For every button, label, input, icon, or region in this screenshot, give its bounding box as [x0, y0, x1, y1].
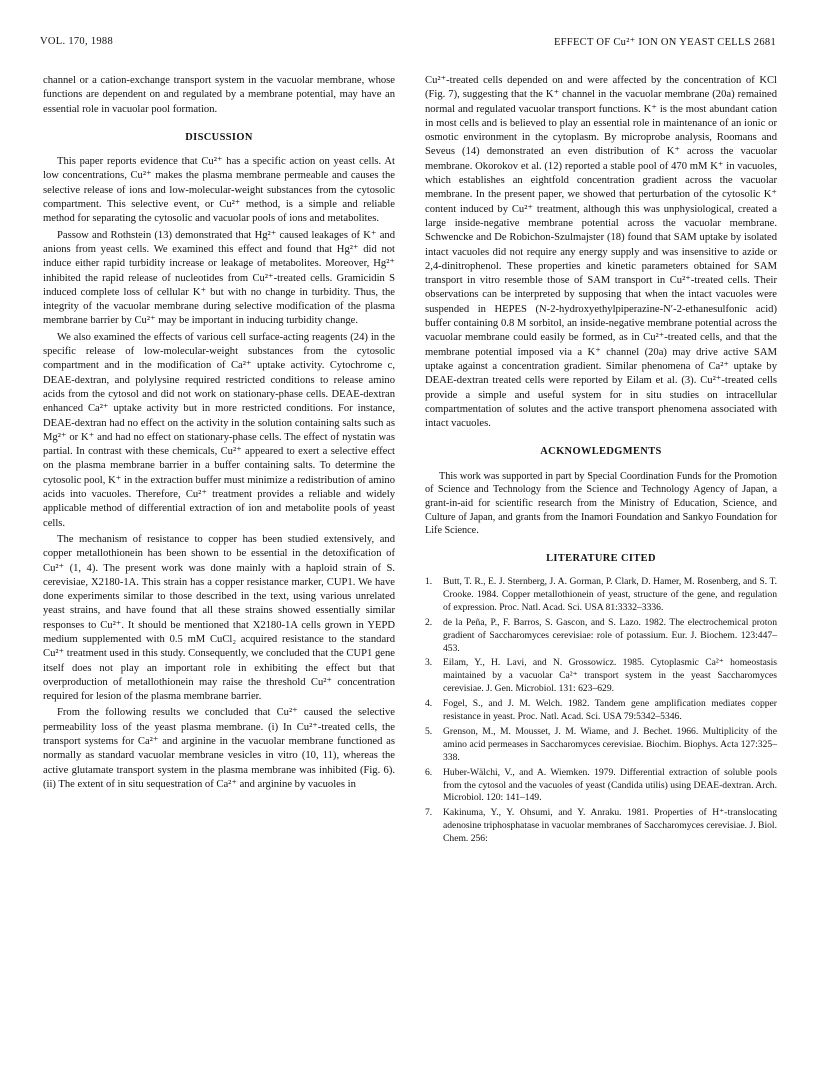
paragraph: channel or a cation-exchange transport system in the vacuolar membrane, whose functions are dependent on and regulated by a membrane potential, may have an essential role in vacuolar pool formation. — [43, 75, 395, 115]
literature-cited-heading: LITERATURE CITED — [546, 552, 656, 564]
reference-text: Huber-Wälchi, V., and A. Wiemken. 1979. Differential extraction of soluble pools from the cytosol and the vacuoles of yeast (Candida utilis) using DEAE-dextran. Arch. Microbiol. 120: 141–149. — [443, 766, 777, 804]
reference-item — [425, 657, 777, 696]
title-page-label: EFFECT OF Cu²⁺ ION ON YEAST CELLS 2681 — [553, 37, 776, 48]
paragraph: The mechanism of resistance to copper has been studied extensively, and copper metallothionein has been shown to be essential in the detoxification of Cu²⁺ (1, 4). The present work was done mainly with a haploid strain of S. cerevisiae, X2180-1A. This strain has a copper resistance marker, CUP1. We have done experiments similar to those described in the text, using various unrelated yeast strains, and have found that all these strains showed essentially similar responses to Cu²⁺. It should be mentioned that X2180-1A cells grown in YEPD medium supplemented with 0.5 mM CuCl₂ acquired resistance to the standard Cu²⁺ treatment used in this study. Consequently, we concluded that the CUP1 gene itself does not play an important role in exhibiting the effect but that overproduction of metallothionein may raise the threshold Cu²⁺ concentration required for lesion of the plasma membrane barrier. — [43, 533, 395, 703]
paragraph: This paper reports evidence that Cu²⁺ has a specific action on yeast cells. At low concentrations, Cu²⁺ makes the plasma membrane permeable and causes the selective release of ions and low-molecular-weight substances from the cytosolic compartment. This selective event, or Cu²⁺ method, is a simple and reliable method for separating the cytosolic and vacuolar pools of ions and metabolites. — [43, 156, 395, 225]
reference-number: 7. — [425, 807, 433, 819]
reference-text: Butt, T. R., E. J. Sternberg, J. A. Gorman, P. Clark, D. Hamer, M. Rosenberg, and S. T. Crooke. 1984. Copper metallothionein of yeast, structure of the gene, and regulation of expression. Proc. Natl. Acad. Sci. USA 81:3332–3336. — [443, 575, 777, 613]
paragraph: From the following results we concluded that Cu²⁺ caused the selective permeability loss of the yeast plasma membrane. (i) In Cu²⁺-treated cells, the transport systems for Ca²⁺ and arginine in the vacuolar membrane functioned as normally as standard vacuolar membrane vesicles in vitro (10, 11), whereas the active glutamate transport system in the plasma membrane was inhibited (Fig. 6). (ii) The extent of in situ sequestration of Ca²⁺ and arginine by vacuoles in — [43, 707, 395, 790]
paragraph: Cu²⁺-treated cells depended on and were affected by the concentration of KCl (Fig. 7), suggesting that the K⁺ channel in the vacuolar membrane (20a) remained normal and regulated vacuolar transport functions. K⁺ is the most abundant cation in most cells and is believed to play an essential role in maintenance of an ionic or osmotic environment in the cytoplasm. By microprobe analysis, Roomans and Seveus (14) demonstrated an even distribution of K⁺ across the vacuolar membrane. Okorokov et al. (12) reported a stable pool of 470 mM K⁺ in vacuoles, which establishes an eightfold concentration gradient across the vacuolar membrane. In the present paper, we showed that perturbation of the cytosolic K⁺ content induced by Cu²⁺ treatment, although this was unphysiological, created a large inside-negative membrane potential across the vacuolar membrane. Schwencke and De Robichon-Szulmajster (18) found that SAM uptake by isolated intact vacuoles did not require any energy supply and was insensitive to azide or 2,4-dinitrophenol. These properties and kinetic parameters obtained for SAM transport in vitro resemble those of SAM transport in Cu²⁺-treated cells. Their observations can be interpreted by supposing that when the intact vacuoles were suspended in HEPES (N-2-hydroxyethylpiperazine-N′-2-ethanesulfonic acid) buffer containing 0.8 M sorbitol, an inside-negative membrane potential across the vacuolar membrane could easily be formed, as in Cu²⁺-treated cells, and that the membrane potential imposed via a K⁺ channel (20a) may drive active SAM uptake against a concentration gradient. Similar phenomena of Ca²⁺ uptake by DEAE-dextran treated cells were reported by Eilam et al. (3). Cu²⁺-treated cells provide a simple and useful system for in situ studies on intracellular compartmentation of solutes and the active transport phenomena associated with intact vacuoles. — [425, 75, 777, 430]
reference-number: 3. — [425, 657, 433, 669]
reference-text: Eilam, Y., H. Lavi, and N. Grossowicz. 1985. Cytoplasmic Ca²⁺ homeostasis maintained by a vacuolar Ca²⁺ transport system in the yeast Saccharomyces cerevisiae. J. Gen. Microbiol. 131: 623–629. — [443, 657, 777, 695]
reference-item — [425, 726, 777, 765]
reference-number: 5. — [425, 725, 433, 737]
reference-text: Grenson, M., M. Mousset, J. M. Wiame, and J. Bechet. 1966. Multiplicity of the amino acid permeases in Saccharomyces cerevisiae. Biochim. Biophys. Acta 127:325–338. — [443, 725, 777, 763]
acknowledgments-heading: ACKNOWLEDGMENTS — [540, 446, 662, 458]
reference-text: de la Peña, P., F. Barros, S. Gascon, and S. Lazo. 1982. The electrochemical proton gradient of Saccharomyces cerevisiae: role of potassium. Eur. J. Biochem. 123:447–453. — [443, 616, 777, 654]
reference-item — [425, 617, 777, 656]
reference-number: 6. — [425, 766, 433, 778]
left-column — [43, 74, 395, 794]
right-column — [425, 74, 777, 848]
paragraph: We also examined the effects of various cell surface-acting reagents (24) in the specific release of low-molecular-weight substances from the cytosolic compartment and in the modification of Ca²⁺ uptake activity. Cytochrome c, DEAE-dextran, and polylysine required restricted conditions to release amino acids from the cytosol and did not work on stationary-phase cells. DEAE-dextran enhanced Ca²⁺ uptake activity but in more restricted conditions. For instance, DEAE-dextran had no effect on the activity in the solution containing salts such as Mg²⁺ or K⁺ and had no effect on stationary-phase cells. The effect of nystatin was partial. In contrast with these chemicals, Cu²⁺ appeared to exert a selective effect on the plasma membrane barrier in a buffer containing salts. To determine the cytosolic pool, K⁺ in the extraction buffer must minimize a redistribution of amino acids into vacuoles. Therefore, Cu²⁺ treatment provides a reliable and widely applicable method of differential extraction of ion and metabolite pools of yeast cells. — [43, 331, 395, 529]
reference-text: Fogel, S., and J. M. Welch. 1982. Tandem gene amplification mediates copper resistance in yeast. Proc. Natl. Acad. Sci. USA 79:5342–5346. — [443, 698, 777, 723]
reference-text: Kakinuma, Y., Y. Ohsumi, and Y. Anraku. 1981. Properties of H⁺-translocating adenosine triphosphatase in vacuolar membranes of Saccharomyces cerevisiae. J. Biol. Chem. 256: — [443, 807, 777, 845]
reference-item — [425, 767, 777, 806]
reference-number: 2. — [425, 616, 433, 628]
reference-number: 1. — [425, 575, 433, 587]
volume-label: VOL. 170, 1988 — [40, 36, 114, 47]
reference-number: 4. — [425, 698, 433, 710]
reference-list — [425, 576, 777, 846]
paragraph: Passow and Rothstein (13) demonstrated that Hg²⁺ caused leakages of K⁺ and anions from yeast cells. We examined this effect and found that Hg²⁺ did not induce either rapid turbidity increase or leakage of metabolites. Moreover, Hg²⁺ inhibited the rapid release of nucleotides from Cu²⁺-treated cells. Gramicidin S induced complete loss of cellular K⁺ but with no change in turbidity. Thus, the integrity of the vacuolar membrane during selective modification of the plasma membrane barrier by Cu²⁺ may be important in inducing turbidity change. — [43, 229, 395, 327]
reference-item — [425, 698, 777, 724]
reference-item — [425, 807, 777, 846]
running-header — [40, 36, 776, 52]
reference-item — [425, 576, 777, 615]
acknowledgments-text: This work was supported in part by Special Coordination Funds for the Promotion of Science and Technology from the Science and Technology Agency of Japan, a grant-in-aid for scientific research from the Ministry of Education, Science, and Culture of Japan, and grants from the Inamori Foundation and Sankyo Foundation for Life Science. — [425, 470, 777, 537]
discussion-heading: DISCUSSION — [185, 131, 253, 143]
